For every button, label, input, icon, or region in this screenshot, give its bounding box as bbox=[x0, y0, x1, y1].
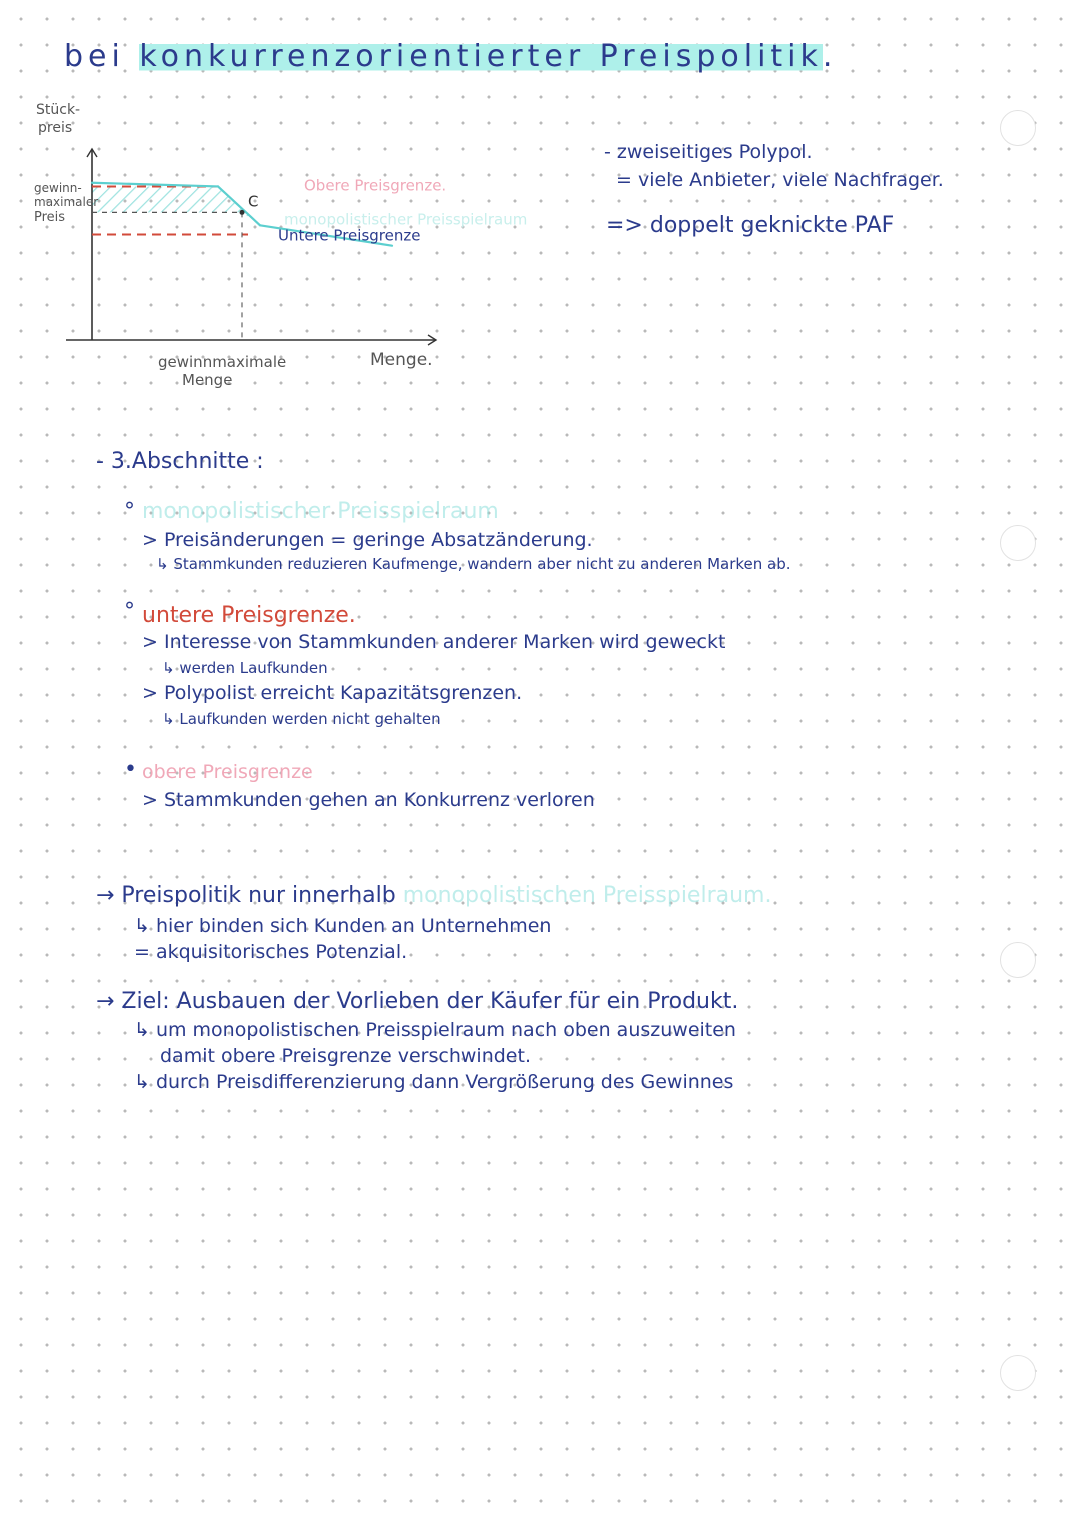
y-tick-label-line1: gewinn- bbox=[34, 181, 82, 195]
note-two-sided-polypol: - zweiseitiges Polypol. bbox=[604, 141, 813, 163]
conclusion-1-sub-2: = akquisitorisches Potenzial. bbox=[134, 941, 408, 963]
y-tick-label-line3: Preis bbox=[34, 210, 66, 225]
conclusion-1-text: → Preispolitik nur innerhalb bbox=[96, 883, 396, 908]
price-sales-chart bbox=[0, 80, 600, 420]
bullet-dot: ° bbox=[124, 599, 135, 624]
x-axis-label: Menge. bbox=[370, 350, 433, 370]
label-monopolistic-range: monopolistischer Preisspielraum bbox=[284, 210, 528, 229]
upper-point-1: > Stammkunden gehen an Konkurrenz verloren bbox=[142, 789, 595, 811]
mono-point-1: > Preisänderungen = geringe Absatzänderung. bbox=[142, 529, 593, 551]
conclusion-2: → Ziel: Ausbauen der Vorlieben der Käufer für ein Produkt. bbox=[96, 989, 739, 1014]
bullet-dot: ° bbox=[124, 499, 135, 524]
upper-limit-title: obere Preisgrenze bbox=[142, 761, 313, 783]
bullet-dot: • bbox=[124, 757, 137, 782]
label-upper-price-limit: Obere Preisgrenze. bbox=[304, 176, 447, 195]
punch-hole bbox=[1000, 525, 1036, 561]
lower-point-1: > Interesse von Stammkunden anderer Marken wird geweckt bbox=[142, 631, 726, 653]
title-highlight: konkurrenzorientierter Preispolitik bbox=[139, 39, 823, 74]
lower-limit-title: untere Preisgrenze. bbox=[142, 603, 356, 628]
y-axis-label-line2: preis bbox=[38, 120, 73, 136]
lower-point-4: ↳ Laufkunden werden nicht gehalten bbox=[162, 710, 441, 728]
sections-heading: - 3.Abschnitte : bbox=[96, 449, 264, 474]
page-title bbox=[64, 40, 837, 73]
optimum-point bbox=[240, 210, 245, 215]
note-many-suppliers: = viele Anbieter, viele Nachfrager. bbox=[616, 169, 944, 191]
conclusion-1-sub-1: ↳ hier binden sich Kunden an Unternehmen bbox=[134, 915, 552, 937]
title-suffix: . bbox=[822, 39, 838, 74]
x-tick-label-line1: gewinnmaximale bbox=[158, 353, 287, 371]
punch-hole bbox=[1000, 942, 1036, 978]
punch-hole bbox=[1000, 1355, 1036, 1391]
mono-point-2: ↳ Stammkunden reduzieren Kaufmenge, wandern aber nicht zu anderen Marken ab. bbox=[156, 555, 791, 573]
mono-range-title: monopolistischer Preisspielraum bbox=[142, 499, 499, 524]
conclusion-2-sub-2: damit obere Preisgrenze verschwindet. bbox=[160, 1045, 531, 1067]
y-tick-label-line2: maximaler bbox=[34, 195, 99, 209]
note-double-kinked-paf: => doppelt geknickte PAF bbox=[606, 213, 895, 238]
hatched-area bbox=[92, 186, 260, 225]
lower-point-3: > Polypolist erreicht Kapazitätsgrenzen. bbox=[142, 682, 523, 704]
y-axis-label-line1: Stück- bbox=[36, 102, 81, 118]
conclusion-2-sub-3: ↳ durch Preisdifferenzierung dann Vergrößerung des Gewinnes bbox=[134, 1071, 734, 1093]
title-prefix: bei bbox=[64, 39, 140, 74]
conclusion-2-sub-1: ↳ um monopolistischen Preisspielraum nach oben auszuweiten bbox=[134, 1019, 736, 1041]
label-lower-price-limit: Untere Preisgrenze bbox=[278, 226, 421, 245]
conclusion-1-highlight: monopolistischen Preisspielraum. bbox=[402, 883, 772, 908]
lower-point-2: ↳ werden Laufkunden bbox=[162, 659, 328, 677]
label-point-c: C bbox=[248, 192, 259, 211]
x-tick-label-line2: Menge bbox=[182, 371, 233, 389]
conclusion-1 bbox=[96, 884, 771, 908]
punch-hole bbox=[1000, 110, 1036, 146]
